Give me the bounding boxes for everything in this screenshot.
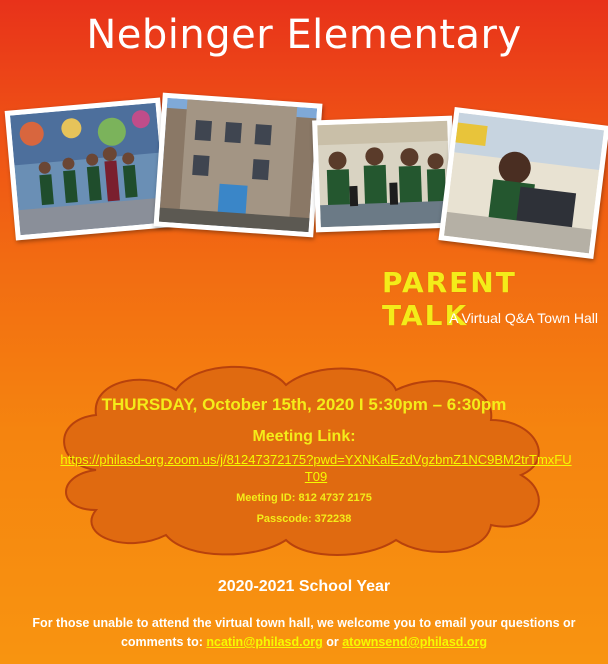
meeting-passcode: Passcode: 372238	[256, 513, 352, 525]
email-link-ncatin[interactable]: ncatin@philasd.org	[206, 635, 323, 649]
zoom-meeting-link[interactable]: https://philasd-org.zoom.us/j/81247372175?pwd=YXNKalEzdVgzbmZ1NC9BM2trTmxFUT09	[60, 452, 572, 484]
email-connector: or	[326, 635, 339, 649]
event-datetime: THURSDAY, October 15th, 2020 I 5:30pm – 6:30pm	[101, 395, 507, 414]
science-lab-photo	[312, 116, 456, 233]
event-title: PARENT TALK	[382, 266, 517, 332]
student-laptop-photo	[438, 107, 608, 259]
school-building-photo	[154, 93, 323, 238]
email-link-atownsend[interactable]: atownsend@philasd.org	[342, 635, 488, 649]
contact-note-text: For those unable to attend the virtual town hall, we welcome you to email your questions or comments to:	[32, 616, 576, 649]
contact-note	[8, 614, 600, 652]
school-year: 2020-2021 School Year	[217, 578, 391, 595]
meeting-id: Meeting ID: 812 4737 2175	[236, 492, 372, 504]
meeting-link-label: Meeting Link:	[252, 428, 356, 445]
event-subtitle: A Virtual Q&A Town Hall	[449, 310, 598, 326]
students-with-teacher-photo	[5, 97, 172, 240]
school-title: Nebinger Elementary	[86, 12, 522, 58]
